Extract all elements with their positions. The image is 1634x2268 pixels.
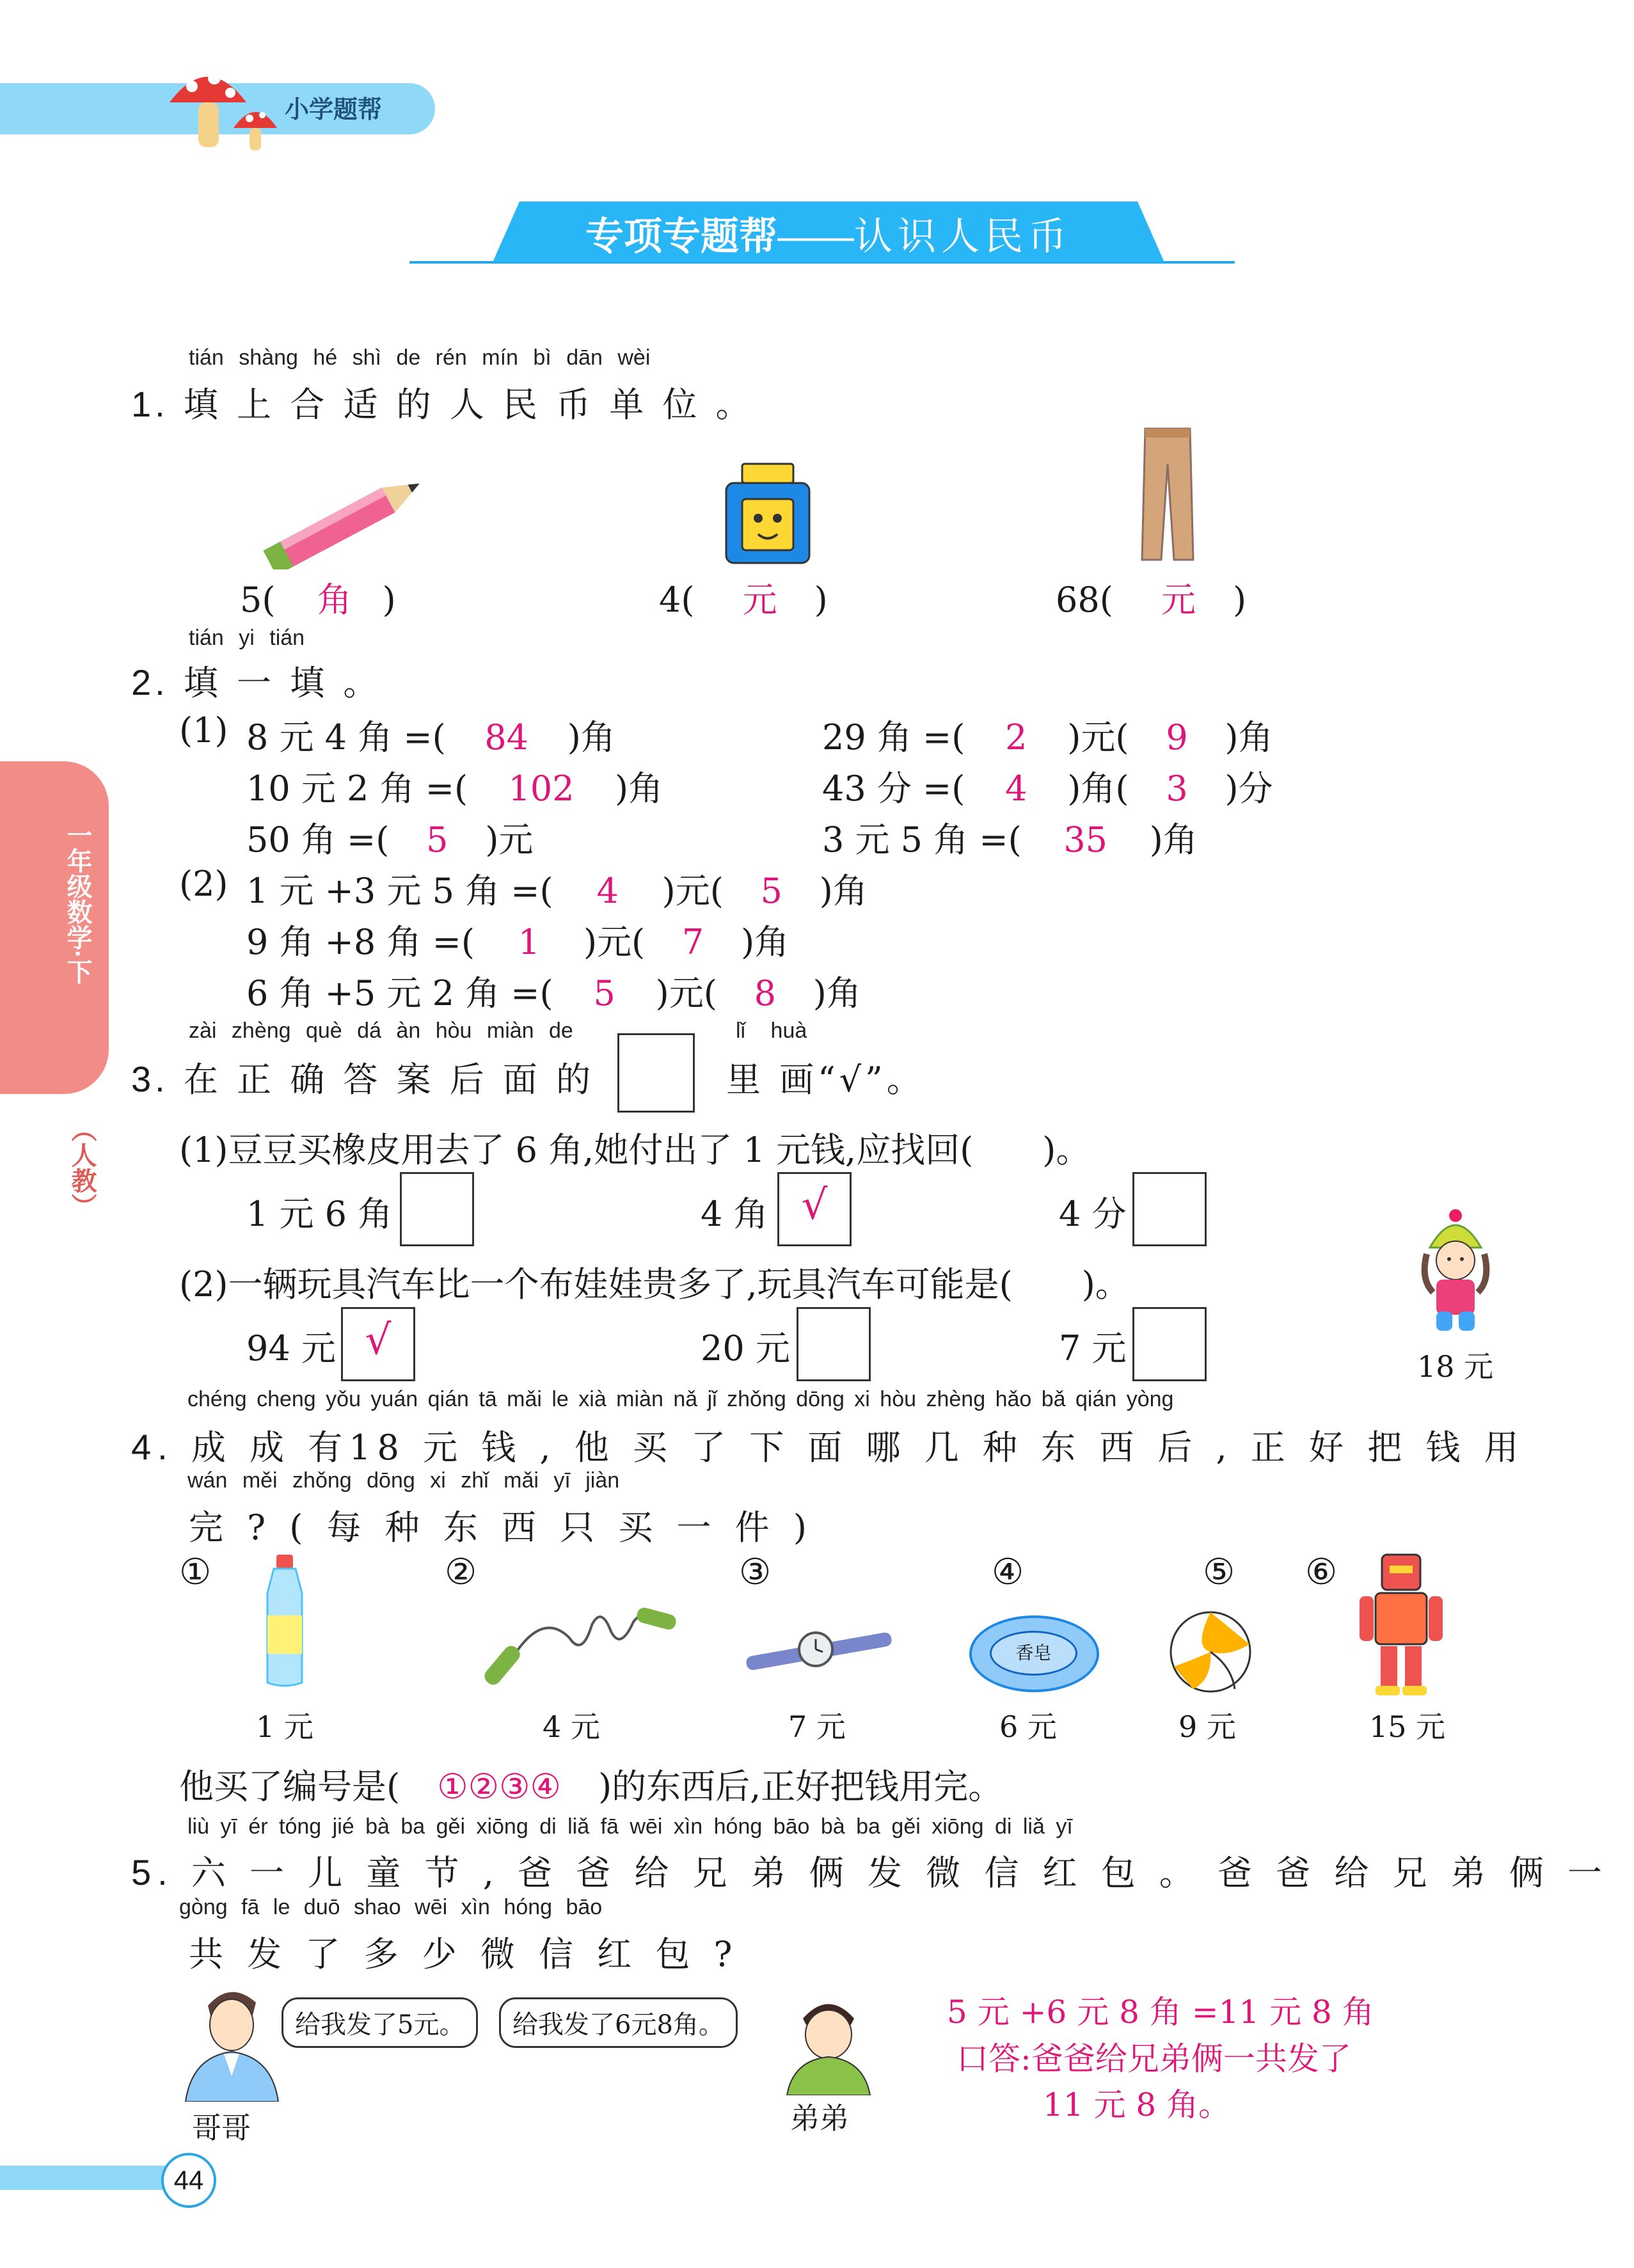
q1-item-2: 4( 元 )	[659, 573, 828, 622]
q4-item-no-3: ③	[739, 1551, 772, 1593]
q4-price-6: 15 元	[1369, 1709, 1446, 1744]
q3-p1-box-3[interactable]	[1132, 1172, 1207, 1246]
q4-item-no-5: ⑤	[1203, 1551, 1235, 1593]
q4-answer[interactable]: ①②③④	[437, 1766, 561, 1807]
q1-pinyin: tián shàng hé shì de rén mín bì dān wèi	[189, 345, 651, 370]
q1-item-3: 68( 元 )	[1056, 573, 1246, 622]
q3-heading	[131, 1052, 594, 1102]
page-title	[493, 206, 1164, 261]
q3-p1-checkmark: √	[801, 1182, 828, 1229]
q4-item-no-4: ④	[992, 1551, 1024, 1593]
q2-a1-answer[interactable]: 84	[484, 717, 529, 757]
q3-p1-option-3: 4 分	[1059, 1194, 1127, 1234]
q2-b1-answer-2[interactable]: 9	[1166, 717, 1188, 757]
q3-heading-box	[617, 1033, 695, 1113]
q4-price-1: 1 元	[256, 1709, 313, 1744]
page-number: 44	[161, 2153, 216, 2208]
q2-number: 2.	[131, 662, 169, 702]
q3-p1-box-1[interactable]	[400, 1172, 474, 1246]
q2-b1-answer-1[interactable]: 2	[1005, 717, 1027, 757]
q3-p2-box-2[interactable]	[797, 1307, 871, 1381]
q4-price-3: 7 元	[788, 1709, 846, 1744]
jump-rope-icon	[473, 1599, 678, 1689]
q2-part1-label: (1)	[179, 710, 228, 750]
q2-line-a3: 50 角 =( 5 )元	[246, 820, 534, 860]
q1-heading	[131, 377, 754, 427]
q4-number: 4.	[131, 1427, 174, 1467]
q3-pinyin-b: lǐ huà	[736, 1019, 807, 1043]
q3-number: 3.	[131, 1059, 169, 1099]
doll-price: 18 元	[1417, 1349, 1494, 1384]
q2-c2-answer-1[interactable]: 1	[518, 922, 541, 962]
brand-label: 小学题帮	[285, 97, 383, 123]
younger-brother-icon	[781, 1990, 876, 2095]
q4-pinyin-a: chéng cheng yǒu yuán qián tā mǎi le xià miàn nǎ jǐ zhǒng dōng xi hòu zhèng hǎo bǎ qián yòng	[187, 1387, 1174, 1411]
q2-c1-answer-1[interactable]: 4	[596, 871, 619, 911]
q3-p1-option-2: 4 角	[701, 1194, 768, 1234]
q4-item-no-2: ②	[445, 1551, 477, 1593]
pencil-icon	[259, 473, 432, 569]
q3-pinyin-a: zài zhèng què dá àn hòu miàn de	[189, 1019, 573, 1043]
q5-solution-3: 11 元 8 角。	[1043, 2086, 1231, 2123]
mushroom-icon	[163, 58, 278, 154]
soap-icon	[969, 1615, 1099, 1692]
q3-p2-checkmark: √	[365, 1317, 392, 1364]
title-sub: 认识人民币	[854, 214, 1072, 259]
q1-item-1: 5( 角 )	[240, 573, 396, 622]
q3-p2-box-3[interactable]	[1132, 1307, 1207, 1381]
ink-bottle-icon	[720, 461, 816, 569]
wristwatch-icon	[742, 1619, 896, 1676]
q2-c3-answer-2[interactable]: 8	[754, 973, 776, 1013]
q2-line-a2: 10 元 2 角 =( 102 )角	[246, 768, 663, 809]
title-dash: ——	[777, 215, 854, 258]
q2-a2-answer[interactable]: 102	[508, 768, 575, 809]
younger-brother-bubble: 给我发了6元8角。	[499, 1997, 738, 2048]
q2-b2-answer-2[interactable]: 3	[1166, 768, 1188, 809]
q5-solution-1: 5 元 +6 元 8 角 =11 元 8 角	[947, 1994, 1374, 2031]
q4-price-4: 6 元	[999, 1709, 1057, 1744]
q2-line-c2: 9 角 +8 角 =( 1 )元( 7 )角	[246, 922, 789, 962]
q5-text-b: 共 发 了 多 少 微 信 红 包 ?	[189, 1934, 739, 1974]
q4-pinyin-b: wán měi zhǒng dōng xi zhǐ mǎi yī jiàn	[187, 1468, 620, 1493]
side-tab	[0, 761, 109, 1094]
q1-text: 填 上 合 适 的 人 民 币 单 位 。	[183, 385, 754, 425]
q4-answer-line: 他买了编号是( ①②③④ )的东西后,正好把钱用完。	[179, 1766, 1003, 1807]
trousers-icon	[1136, 425, 1200, 563]
q3-p2-option-1: 94 元	[246, 1328, 336, 1368]
q4-item-no-1: ①	[179, 1551, 212, 1593]
q2-b3-answer[interactable]: 35	[1063, 820, 1108, 860]
q4-price-2: 4 元	[543, 1709, 600, 1744]
q2-text: 填 一 填 。	[183, 663, 382, 703]
q2-c1-answer-2[interactable]: 5	[760, 871, 782, 911]
q2-line-b1: 29 角 =( 2 )元( 9 )角	[822, 717, 1273, 757]
q2-line-b3: 3 元 5 角 =( 35 )角	[822, 820, 1198, 860]
side-tab-grade: 一年级数学·下	[63, 822, 91, 985]
older-brother-icon	[179, 1980, 282, 2102]
q5-heading	[131, 1846, 1608, 1895]
q4-text-a: 成 成 有18 元 钱 , 他 买 了 下 面 哪 几 种 东 西 后 , 正 好 把 钱 用	[191, 1427, 1525, 1468]
q2-b2-answer-1[interactable]: 4	[1005, 768, 1027, 809]
q3-p2-option-2: 20 元	[701, 1328, 790, 1368]
doll-icon	[1414, 1209, 1497, 1337]
q5-text-a: 六 一 儿 童 节 , 爸 爸 给 兄 弟 俩 发 微 信 红 包 。 爸 爸 给 兄 弟 俩 一	[191, 1853, 1608, 1893]
q1-number: 1.	[131, 384, 169, 424]
q2-line-b2: 43 分 =( 4 )角( 3 )分	[822, 768, 1273, 809]
q3-p2: (2)一辆玩具汽车比一个布娃娃贵多了,玩具汽车可能是( )。	[179, 1264, 1130, 1304]
robot-icon	[1356, 1551, 1446, 1699]
q4-text-b: 完 ? ( 每 种 东 西 只 买 一 件 )	[189, 1507, 813, 1548]
title-main: 专项专题帮	[585, 215, 777, 258]
q4-item-no-6: ⑥	[1305, 1551, 1338, 1593]
side-tab-edition: （人教）	[68, 1116, 96, 1219]
q3-text-b: 里 画“√”。	[726, 1059, 925, 1100]
q2-line-a1: 8 元 4 角 =( 84 )角	[246, 717, 615, 757]
q3-p1: (1)豆豆买橡皮用去了 6 角,她付出了 1 元钱,应找回( )。	[179, 1130, 1091, 1170]
water-bottle-icon	[262, 1555, 307, 1689]
q4-heading	[131, 1420, 1525, 1470]
q4-price-5: 9 元	[1178, 1709, 1236, 1744]
q2-a3-answer[interactable]: 5	[426, 820, 448, 860]
q3-p2-box-1[interactable]	[341, 1307, 415, 1381]
q3-p2-option-3: 7 元	[1059, 1328, 1127, 1368]
older-brother-label: 哥哥	[192, 2111, 251, 2145]
older-brother-bubble: 给我发了5元。	[282, 1997, 478, 2048]
q2-line-c3: 6 角 +5 元 2 角 =( 5 )元( 8 )角	[246, 973, 861, 1013]
q2-c3-answer-1[interactable]: 5	[593, 973, 615, 1013]
q1-answer-3[interactable]: 元	[1161, 580, 1196, 620]
q5-pinyin-a: liù yī ér tóng jié bà ba gěi xiōng di liǎ fā wēi xìn hóng bāo bà ba gěi xiōng di liǎ yī	[187, 1814, 1073, 1839]
q5-solution-2: 口答:爸爸给兄弟俩一共发了	[956, 2040, 1351, 2077]
q5-number: 5.	[131, 1852, 174, 1892]
soap-label: 香皂	[990, 1631, 1077, 1676]
q1-answer-2[interactable]: 元	[742, 580, 777, 620]
q2-line-c1: 1 元 +3 元 5 角 =( 4 )元( 5 )角	[246, 871, 868, 911]
q3-p1-box-2[interactable]	[777, 1172, 852, 1246]
q5-pinyin-b: gòng fā le duō shao wēi xìn hóng bāo	[179, 1895, 603, 1919]
volleyball-icon	[1168, 1609, 1254, 1695]
q2-heading	[131, 656, 381, 705]
q3-text-a: 在 正 确 答 案 后 面 的	[183, 1059, 595, 1100]
q3-p1-option-1: 1 元 6 角	[246, 1194, 393, 1234]
q2-pinyin: tián yi tián	[189, 626, 305, 650]
q1-answer-1[interactable]: 角	[317, 580, 352, 620]
q2-part2-label: (2)	[179, 864, 228, 904]
q2-c2-answer-2[interactable]: 7	[681, 922, 704, 962]
younger-brother-label: 弟弟	[790, 2101, 849, 2136]
